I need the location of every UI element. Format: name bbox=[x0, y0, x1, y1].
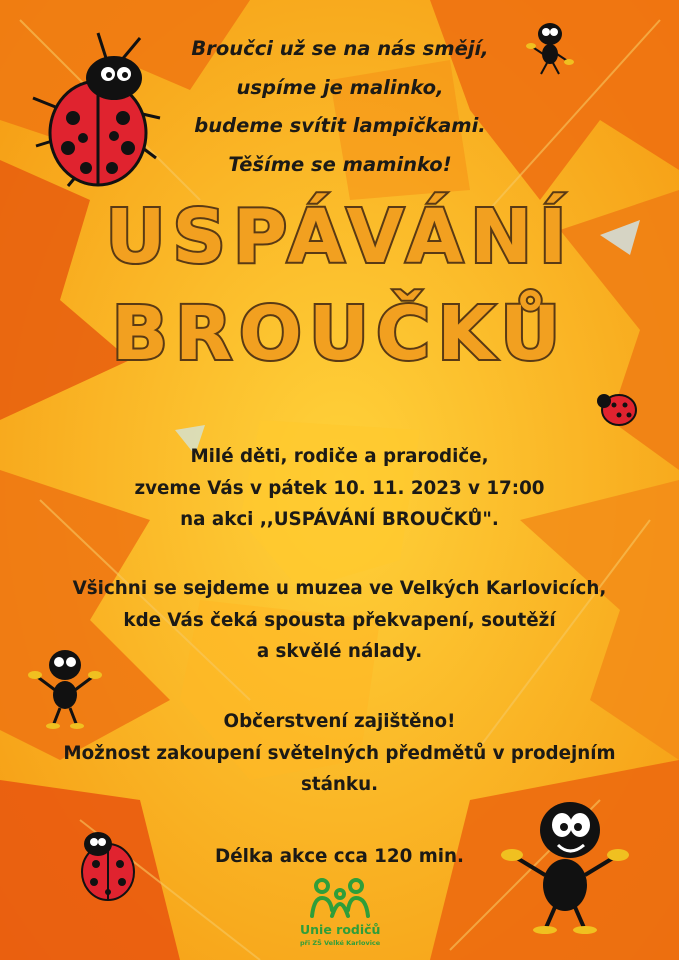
ladybug-small-illustration bbox=[592, 385, 642, 430]
text-line: na akci ,,USPÁVÁNÍ BROUČKŮ". bbox=[180, 509, 499, 530]
text-line: Milé děti, rodiče a prarodiče, bbox=[190, 446, 489, 467]
text-line: Všichni se sejdeme u muzea ve Velkých Karlovicích, bbox=[72, 578, 607, 599]
invitation-paragraph bbox=[10, 441, 669, 536]
text-line: kde Vás čeká spousta překvapení, soutěží bbox=[123, 609, 556, 631]
poem-line: uspíme je malinko, bbox=[236, 75, 444, 99]
logo-subtitle: při ZŠ Velké Karlovice bbox=[300, 939, 381, 947]
text-line: a skvělé nálady. bbox=[256, 641, 423, 662]
family-figures-icon bbox=[300, 876, 380, 922]
poem-line: budeme svítit lampičkami. bbox=[194, 114, 486, 137]
duration-paragraph bbox=[10, 841, 669, 873]
text-line: Možnost zakoupení světelných předmětů v prodejním bbox=[63, 742, 616, 764]
text-line: stánku. bbox=[300, 774, 379, 795]
poem-line: Broučci už se na nás smějí, bbox=[191, 37, 489, 60]
poem-line: Těšíme se maminko! bbox=[228, 152, 452, 176]
text-line: Délka akce cca 120 min. bbox=[215, 846, 464, 867]
text-line: zveme Vás v pátek 10. 11. 2023 v 17:00 bbox=[134, 477, 545, 499]
poem bbox=[130, 30, 550, 184]
refreshments-paragraph bbox=[10, 706, 669, 801]
event-title-line-1: USPÁVÁNÍ bbox=[105, 194, 574, 280]
organizer-logo bbox=[300, 876, 380, 956]
meeting-paragraph bbox=[10, 573, 669, 668]
event-title-line-2: BROUČKŮ bbox=[111, 291, 568, 377]
logo-name: Unie rodičů bbox=[300, 922, 381, 937]
text-line: Občerstvení zajištěno! bbox=[223, 711, 456, 732]
